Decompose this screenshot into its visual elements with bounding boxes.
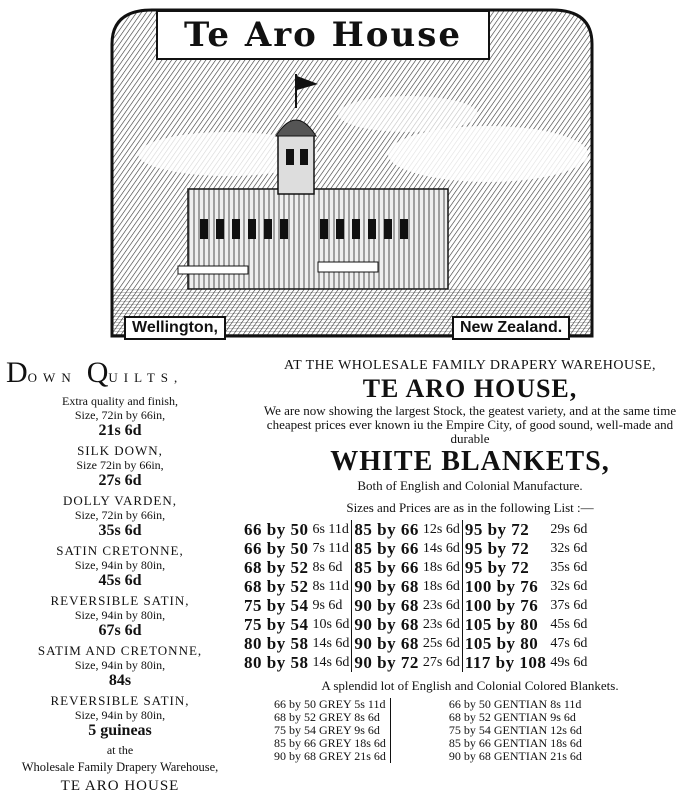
down-quilts-heading	[0, 356, 240, 394]
blanket-price-table	[242, 520, 589, 672]
gentian-entry: 68 by 52 GENTIAN 9s 6d	[448, 710, 576, 724]
quilt-item	[0, 443, 240, 490]
size-cell: 75 by 54	[244, 596, 309, 615]
size-cell: 75 by 54	[244, 615, 309, 634]
quilt-size: Size, 94in by 80in,	[74, 608, 166, 622]
table-row	[242, 634, 589, 653]
quilt-item	[0, 693, 240, 740]
price-cell: 10s 6d	[312, 617, 350, 632]
quilt-item	[0, 493, 240, 540]
quilt-price: 5 guineas	[88, 722, 152, 739]
quilt-size: Size, 94in by 80in,	[74, 558, 166, 572]
quilt-name: REVERSIBLE SATIN,	[50, 693, 190, 708]
manufacture-text: Both of English and Colonial Manufacture.	[357, 478, 583, 493]
table-row	[242, 577, 589, 596]
size-cell: 68 by 52	[244, 558, 309, 577]
size-cell: 95 by 72	[464, 539, 530, 558]
size-cell: 90 by 68	[354, 615, 419, 634]
price-cell: 18s 6d	[422, 560, 460, 575]
size-cell: 80 by 58	[244, 653, 309, 672]
price-cell: 12s 6d	[422, 522, 460, 537]
size-cell: 90 by 72	[354, 653, 419, 672]
table-row	[242, 520, 589, 539]
price-cell: 37s 6d	[550, 598, 588, 613]
price-cell: 49s 6d	[550, 655, 588, 670]
price-cell: 35s 6d	[550, 560, 588, 575]
te-aro-house-header: TE ARO HOUSE,	[362, 374, 578, 403]
grey-entry: 68 by 52 GREY 8s 6d	[274, 710, 380, 724]
size-cell: 90 by 68	[354, 596, 419, 615]
white-blankets-column	[240, 358, 700, 763]
price-cell: 25s 6d	[422, 636, 460, 651]
grey-entry: 90 by 68 GREY 21s 6d	[274, 749, 386, 763]
quilt-name: SILK DOWN,	[77, 443, 163, 458]
size-cell: 117 by 108	[464, 653, 547, 672]
price-cell: 29s 6d	[550, 522, 588, 537]
sizes-intro: Sizes and Prices are as in the following List :—	[346, 500, 594, 515]
quilt-name: DOLLY VARDEN,	[62, 493, 178, 508]
quilt-name: SATIM AND CRETONNE,	[37, 643, 203, 658]
size-cell: 90 by 68	[354, 634, 419, 653]
price-cell: 7s 11d	[312, 541, 349, 556]
quilt-name: REVERSIBLE SATIN,	[50, 593, 190, 608]
illustration-title: Te Aro House	[156, 10, 490, 60]
colored-blanket-table	[270, 698, 586, 763]
down-quilts-column	[0, 356, 240, 795]
price-cell: 18s 6d	[422, 579, 460, 594]
size-cell: 95 by 72	[464, 558, 530, 577]
quilt-name: SATIN CRETONNE,	[56, 543, 184, 558]
size-cell: 85 by 66	[354, 558, 419, 577]
quilt-size: Size, 94in by 80in,	[74, 658, 166, 672]
quilt-item	[0, 643, 240, 690]
at-the-text: at the	[106, 743, 134, 757]
size-cell: 66 by 50	[244, 520, 309, 539]
price-cell: 14s 6d	[422, 541, 460, 556]
size-cell: 85 by 66	[354, 539, 419, 558]
price-cell: 9s 6d	[312, 598, 343, 613]
gentian-entry: 75 by 54 GENTIAN 12s 6d	[448, 723, 582, 737]
quilt-size: Size, 72in by 66in,	[74, 408, 166, 422]
quilt-price: 67s 6d	[98, 622, 142, 639]
size-cell: 90 by 68	[354, 577, 419, 596]
warehouse-header: AT THE WHOLESALE FAMILY DRAPERY WAREHOUSE,	[284, 358, 656, 373]
price-cell: 23s 6d	[422, 617, 460, 632]
quilt-price: 84s	[108, 672, 132, 689]
caption-new-zealand: New Zealand.	[452, 316, 570, 340]
quilt-size: Size 72in by 66in,	[76, 458, 164, 472]
table-row	[242, 653, 589, 672]
price-cell: 14s 6d	[312, 655, 350, 670]
quilt-item	[0, 394, 240, 440]
quilt-size: Size, 94in by 80in,	[74, 708, 166, 722]
gentian-entry: 85 by 66 GENTIAN 18s 6d	[448, 736, 582, 750]
price-cell: 8s 11d	[312, 579, 349, 594]
size-cell: 105 by 80	[464, 634, 539, 653]
quilt-item	[0, 593, 240, 640]
quilt-price: 35s 6d	[98, 522, 142, 539]
grey-entry: 75 by 54 GREY 9s 6d	[274, 723, 380, 737]
quilt-price: 21s 6d	[98, 422, 142, 439]
price-cell: 45s 6d	[550, 617, 588, 632]
price-cell: 27s 6d	[422, 655, 460, 670]
gentian-entry: 66 by 50 GENTIAN 8s 11d	[448, 697, 582, 711]
grey-entry: 85 by 66 GREY 18s 6d	[274, 736, 386, 750]
table-row	[242, 615, 589, 634]
engraving-illustration	[108, 4, 596, 340]
quilt-item	[0, 543, 240, 590]
heading-letter-q: Q	[86, 356, 109, 389]
size-cell: 100 by 76	[464, 596, 539, 615]
size-cell: 66 by 50	[244, 539, 309, 558]
price-cell: 14s 6d	[312, 636, 350, 651]
size-cell: 95 by 72	[464, 520, 530, 539]
quilt-size: Size, 72in by 66in,	[74, 508, 166, 522]
price-cell: 6s 11d	[312, 522, 349, 537]
price-cell: 23s 6d	[422, 598, 460, 613]
table-row	[242, 539, 589, 558]
house-name: TE ARO HOUSE	[60, 778, 180, 794]
price-cell: 32s 6d	[550, 541, 588, 556]
caption-wellington: Wellington,	[124, 316, 226, 340]
size-cell: 105 by 80	[464, 615, 539, 634]
table-row	[242, 558, 589, 577]
price-cell: 47s 6d	[550, 636, 588, 651]
table-row	[242, 596, 589, 615]
heading-letter-d: D	[6, 356, 28, 389]
size-cell: 80 by 58	[244, 634, 309, 653]
intro-text: We are now showing the largest Stock, the geatest variety, and at the same time cheapest prices ever known iu the Empire City, of good sound, well-made and durable	[263, 403, 677, 446]
warehouse-text: Wholesale Family Drapery Warehouse,	[21, 760, 219, 774]
size-cell: 68 by 52	[244, 577, 309, 596]
size-cell: 85 by 66	[354, 520, 419, 539]
gentian-entry: 90 by 68 GENTIAN 21s 6d	[448, 749, 582, 763]
quilt-desc: Extra quality and finish,	[62, 394, 178, 408]
white-blankets-header: WHITE BLANKETS,	[330, 446, 610, 477]
size-cell: 100 by 76	[464, 577, 539, 596]
heading-uilts: UILTS,	[108, 370, 184, 385]
quilt-price: 45s 6d	[98, 572, 142, 589]
colored-intro: A splendid lot of English and Colonial Colored Blankets.	[321, 678, 619, 693]
quilt-price: 27s 6d	[98, 472, 142, 489]
heading-own: OWN	[27, 370, 77, 385]
price-cell: 8s 6d	[312, 560, 343, 575]
price-cell: 32s 6d	[550, 579, 588, 594]
grey-entry: 66 by 50 GREY 5s 11d	[274, 697, 386, 711]
